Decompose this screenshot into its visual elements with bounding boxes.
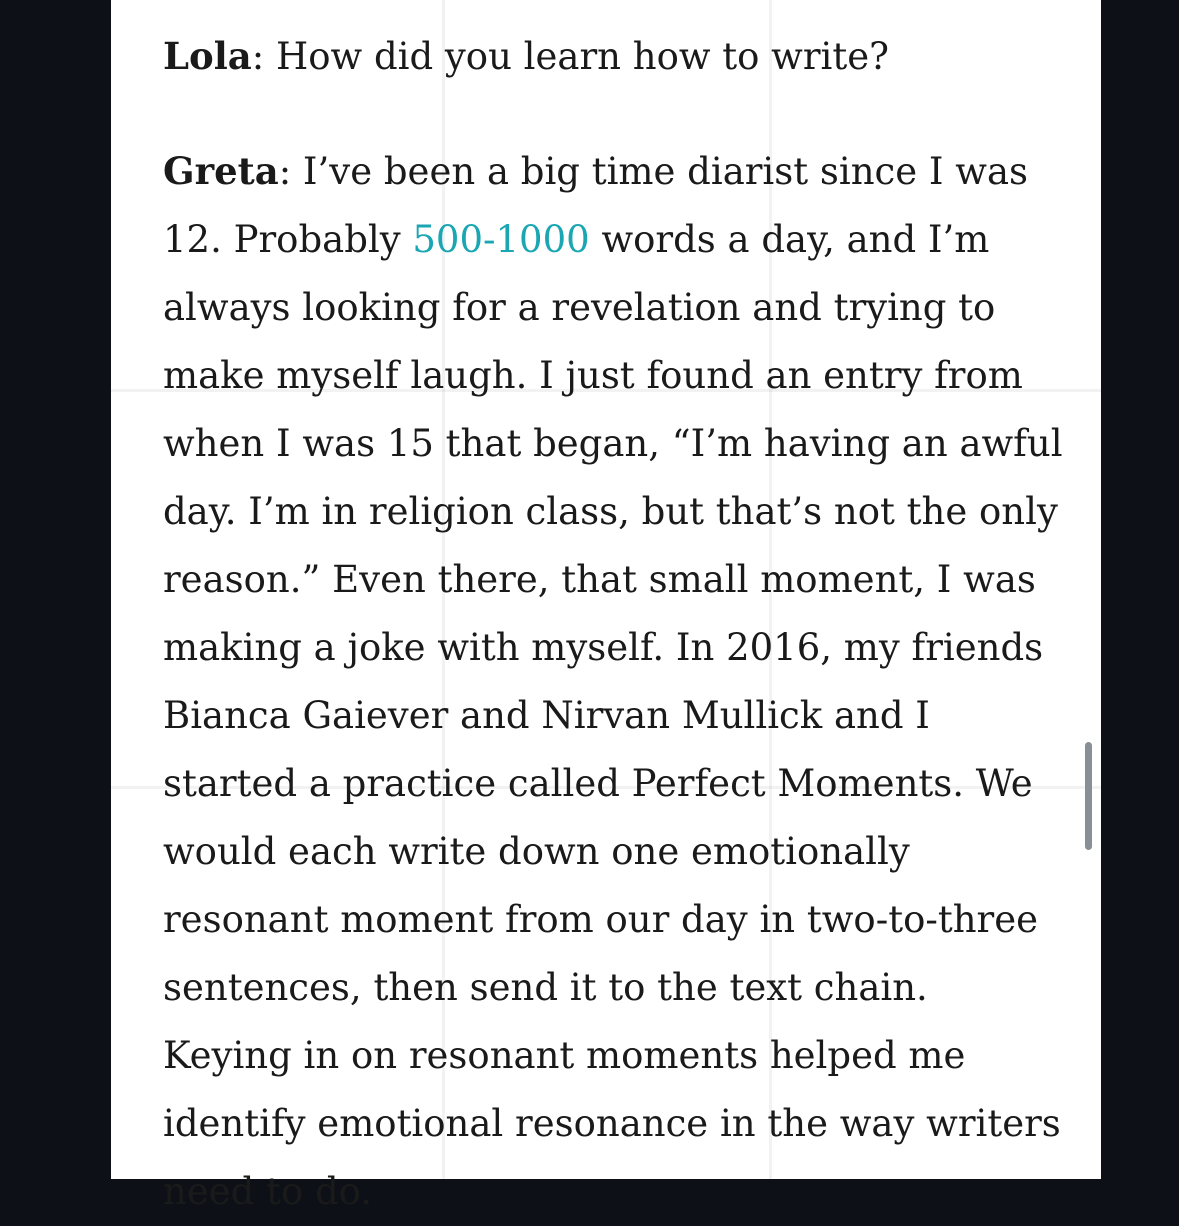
scrollbar-thumb[interactable] (1085, 742, 1092, 850)
word-count-link[interactable]: 500-1000 (412, 218, 590, 261)
article-body (163, 22, 1063, 1226)
question-text: How did you learn how to write? (264, 35, 889, 78)
answer-text-rest: words a day, and I’m always looking for a revelation and trying to make myself laugh. I just found an entry from when I was 15 that began, “I’m having an awful day. I’m in religion class, but that’s not the only reason.” Even there, that small moment, I was making a joke with myself. In 2016, my friends Bianca Gaiever and Nirvan Mullick and I started a practice called Perfect Moments. We would each write down one emotionally resonant moment from our day in two-to-three sentences, then send it to the text chain. Keying in on resonant moments helped me identify emotional resonance in the way writers need to do. (163, 218, 1063, 1213)
answer-text-start: I’ve been a big time diarist since I was 12. Probably (163, 150, 1029, 261)
answer-paragraph (163, 137, 1063, 1226)
answer-separator: : (278, 150, 292, 193)
question-separator: : (251, 35, 265, 78)
answer-speaker: Greta (163, 149, 279, 193)
article-page (111, 0, 1101, 1213)
question-paragraph (163, 22, 1063, 91)
question-speaker: Lola (163, 34, 252, 78)
